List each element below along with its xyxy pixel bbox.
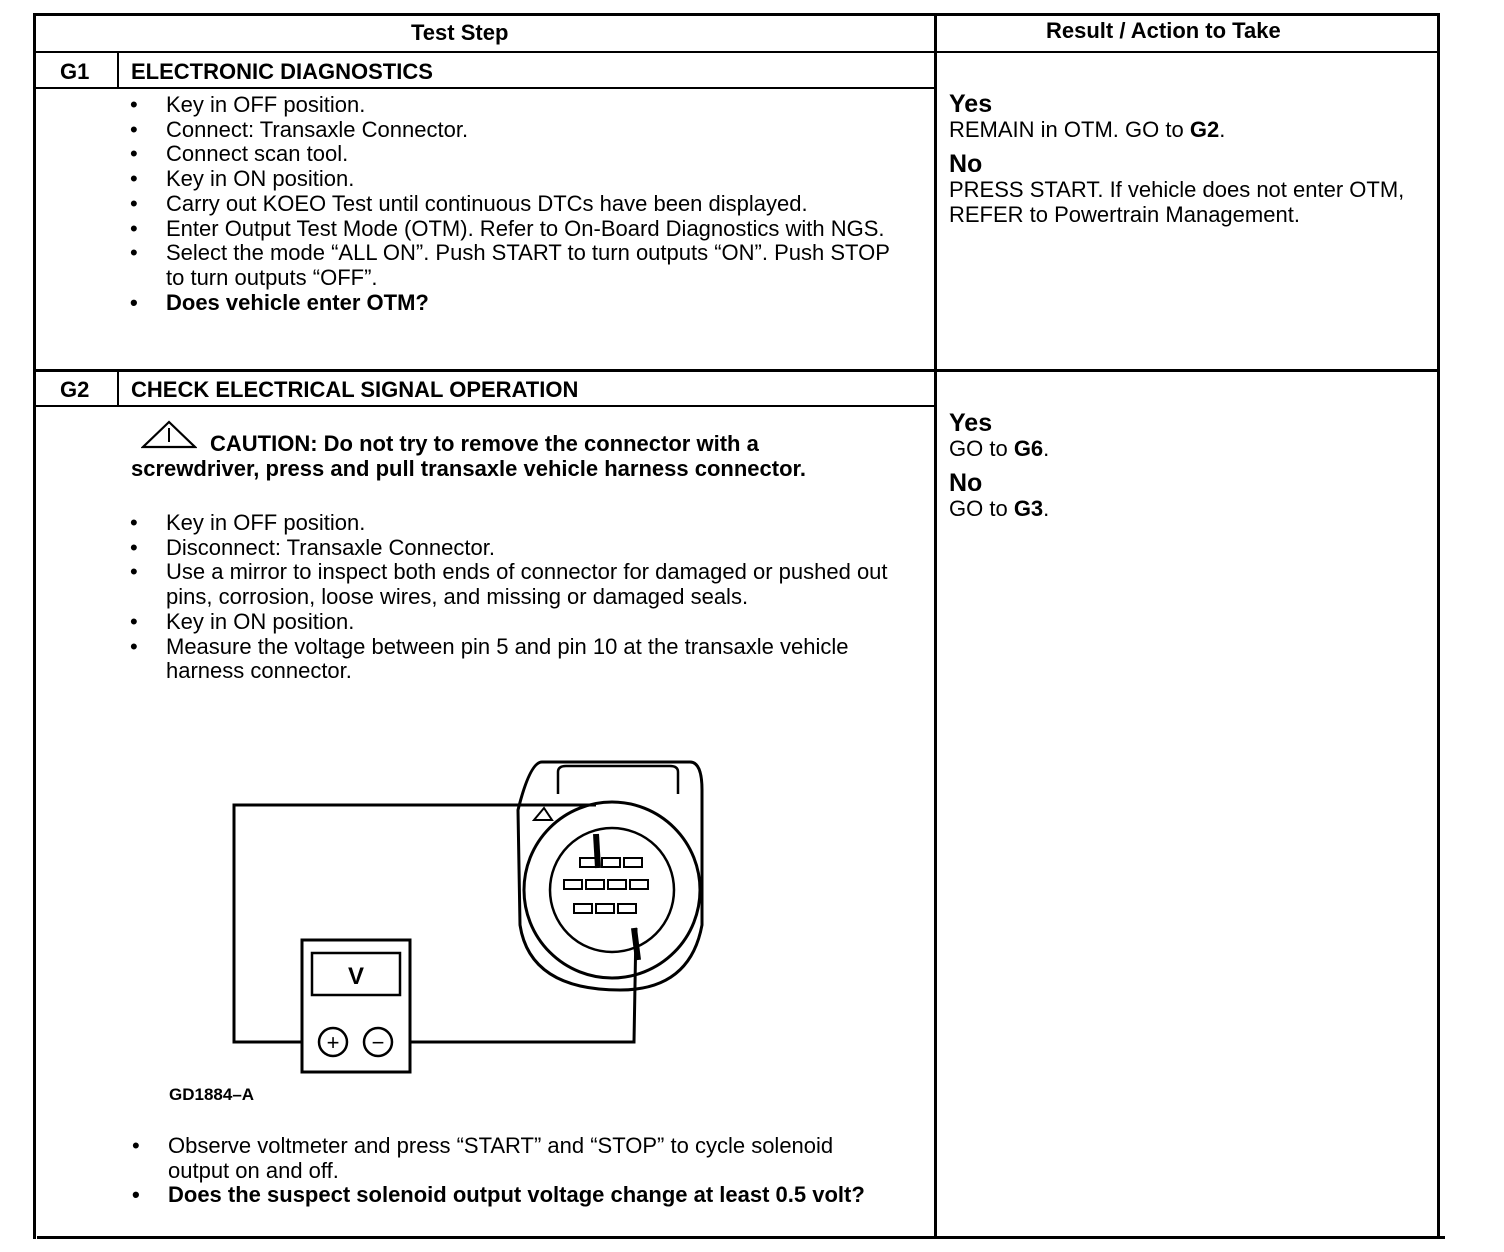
list-item-question: • Does vehicle enter OTM? (130, 291, 910, 316)
list-item: • Disconnect: Transaxle Connector. (130, 536, 910, 561)
plus-sign: + (326, 1030, 340, 1055)
list-item: • Connect: Transaxle Connector. (130, 118, 910, 143)
voltmeter-connector-diagram (220, 750, 720, 1090)
g2-no-ref: G3 (1013, 496, 1044, 521)
list-item: • Enter Output Test Mode (OTM). Refer to On-Board Diagnostics with NGS. (130, 217, 896, 242)
step-title-g2: CHECK ELECTRICAL SIGNAL OPERATION (131, 377, 579, 402)
step-id-g1: G1 (60, 59, 90, 84)
table-right-border (1437, 13, 1440, 1239)
minus-sign: − (371, 1030, 385, 1055)
list-item: • Carry out KOEO Test until continuous DTCs have been displayed. (130, 192, 826, 217)
connector-housing (518, 762, 702, 990)
table-top-border (33, 13, 1439, 16)
list-item: • Use a mirror to inspect both ends of connector for damaged or pushed out pins, corrosion, loose wires, and missing or damaged seals. (130, 560, 926, 609)
list-item-question: • Does the suspect solenoid output voltage change at least 0.5 volt? (132, 1183, 908, 1208)
header-result-action: Result / Action to Take (1046, 18, 1281, 43)
list-item: • Measure the voltage between pin 5 and pin 10 at the transaxle vehicle harness connector. (130, 635, 926, 684)
g2-no-action: GO to G3. (949, 496, 1050, 521)
g1-yes-ref: G2 (1189, 117, 1220, 142)
step-id-g2: G2 (60, 377, 90, 402)
connector-latch (558, 766, 678, 794)
g2-no-label: No (949, 469, 983, 497)
list-item: • Observe voltmeter and press “START” and “STOP” to cycle solenoid output on and off. (132, 1134, 888, 1183)
header-test-step: Test Step (411, 20, 509, 45)
g1-title-bottom-rule (33, 87, 936, 89)
list-item: • Key in ON position. (130, 610, 910, 635)
list-item: • Key in ON position. (130, 167, 910, 192)
g1-yes-action: REMAIN in OTM. GO to G2. (949, 117, 1226, 142)
list-item: • Key in OFF position. (130, 511, 910, 536)
g2-step-list-after (132, 1134, 912, 1208)
g2-result (949, 410, 1429, 521)
step-title-g1: ELECTRONIC DIAGNOSTICS (131, 59, 433, 84)
column-divider (934, 13, 937, 1239)
g1-bottom-rule (33, 369, 1439, 372)
figure-id: GD1884–A (169, 1085, 255, 1104)
g1-yes-label: Yes (949, 90, 993, 118)
list-item: • Select the mode “ALL ON”. Push START to turn outputs “ON”. Push STOP to turn outputs “OFF”. (130, 241, 906, 290)
connector-key (534, 808, 552, 820)
g2-yes-ref: G6 (1013, 436, 1044, 461)
g2-yes-label: Yes (949, 409, 993, 437)
g2-step-list (130, 511, 910, 684)
g2-caution-text: CAUTION: Do not try to remove the connector with a screwdriver, press and pull transaxle vehicle harness connector. (131, 431, 806, 481)
header-bottom-rule (33, 51, 1439, 53)
g2-id-divider (117, 372, 119, 406)
table-bottom-border (37, 1236, 1445, 1239)
meter-label: V (347, 963, 365, 990)
g2-title-bottom-rule (33, 405, 936, 407)
positive-lead (234, 805, 596, 1042)
g1-step-list (130, 93, 910, 315)
list-item: • Connect scan tool. (130, 142, 910, 167)
g1-no-label: No (949, 150, 983, 178)
g2-yes-action: GO to G6. (949, 436, 1050, 461)
g1-id-divider (117, 53, 119, 88)
g1-result (949, 91, 1429, 227)
g1-no-action: PRESS START. If vehicle does not enter OTM, REFER to Powertrain Management. (949, 177, 1405, 227)
positive-probe (596, 834, 598, 868)
table-left-border (33, 13, 36, 1239)
list-item: • Key in OFF position. (130, 93, 910, 118)
